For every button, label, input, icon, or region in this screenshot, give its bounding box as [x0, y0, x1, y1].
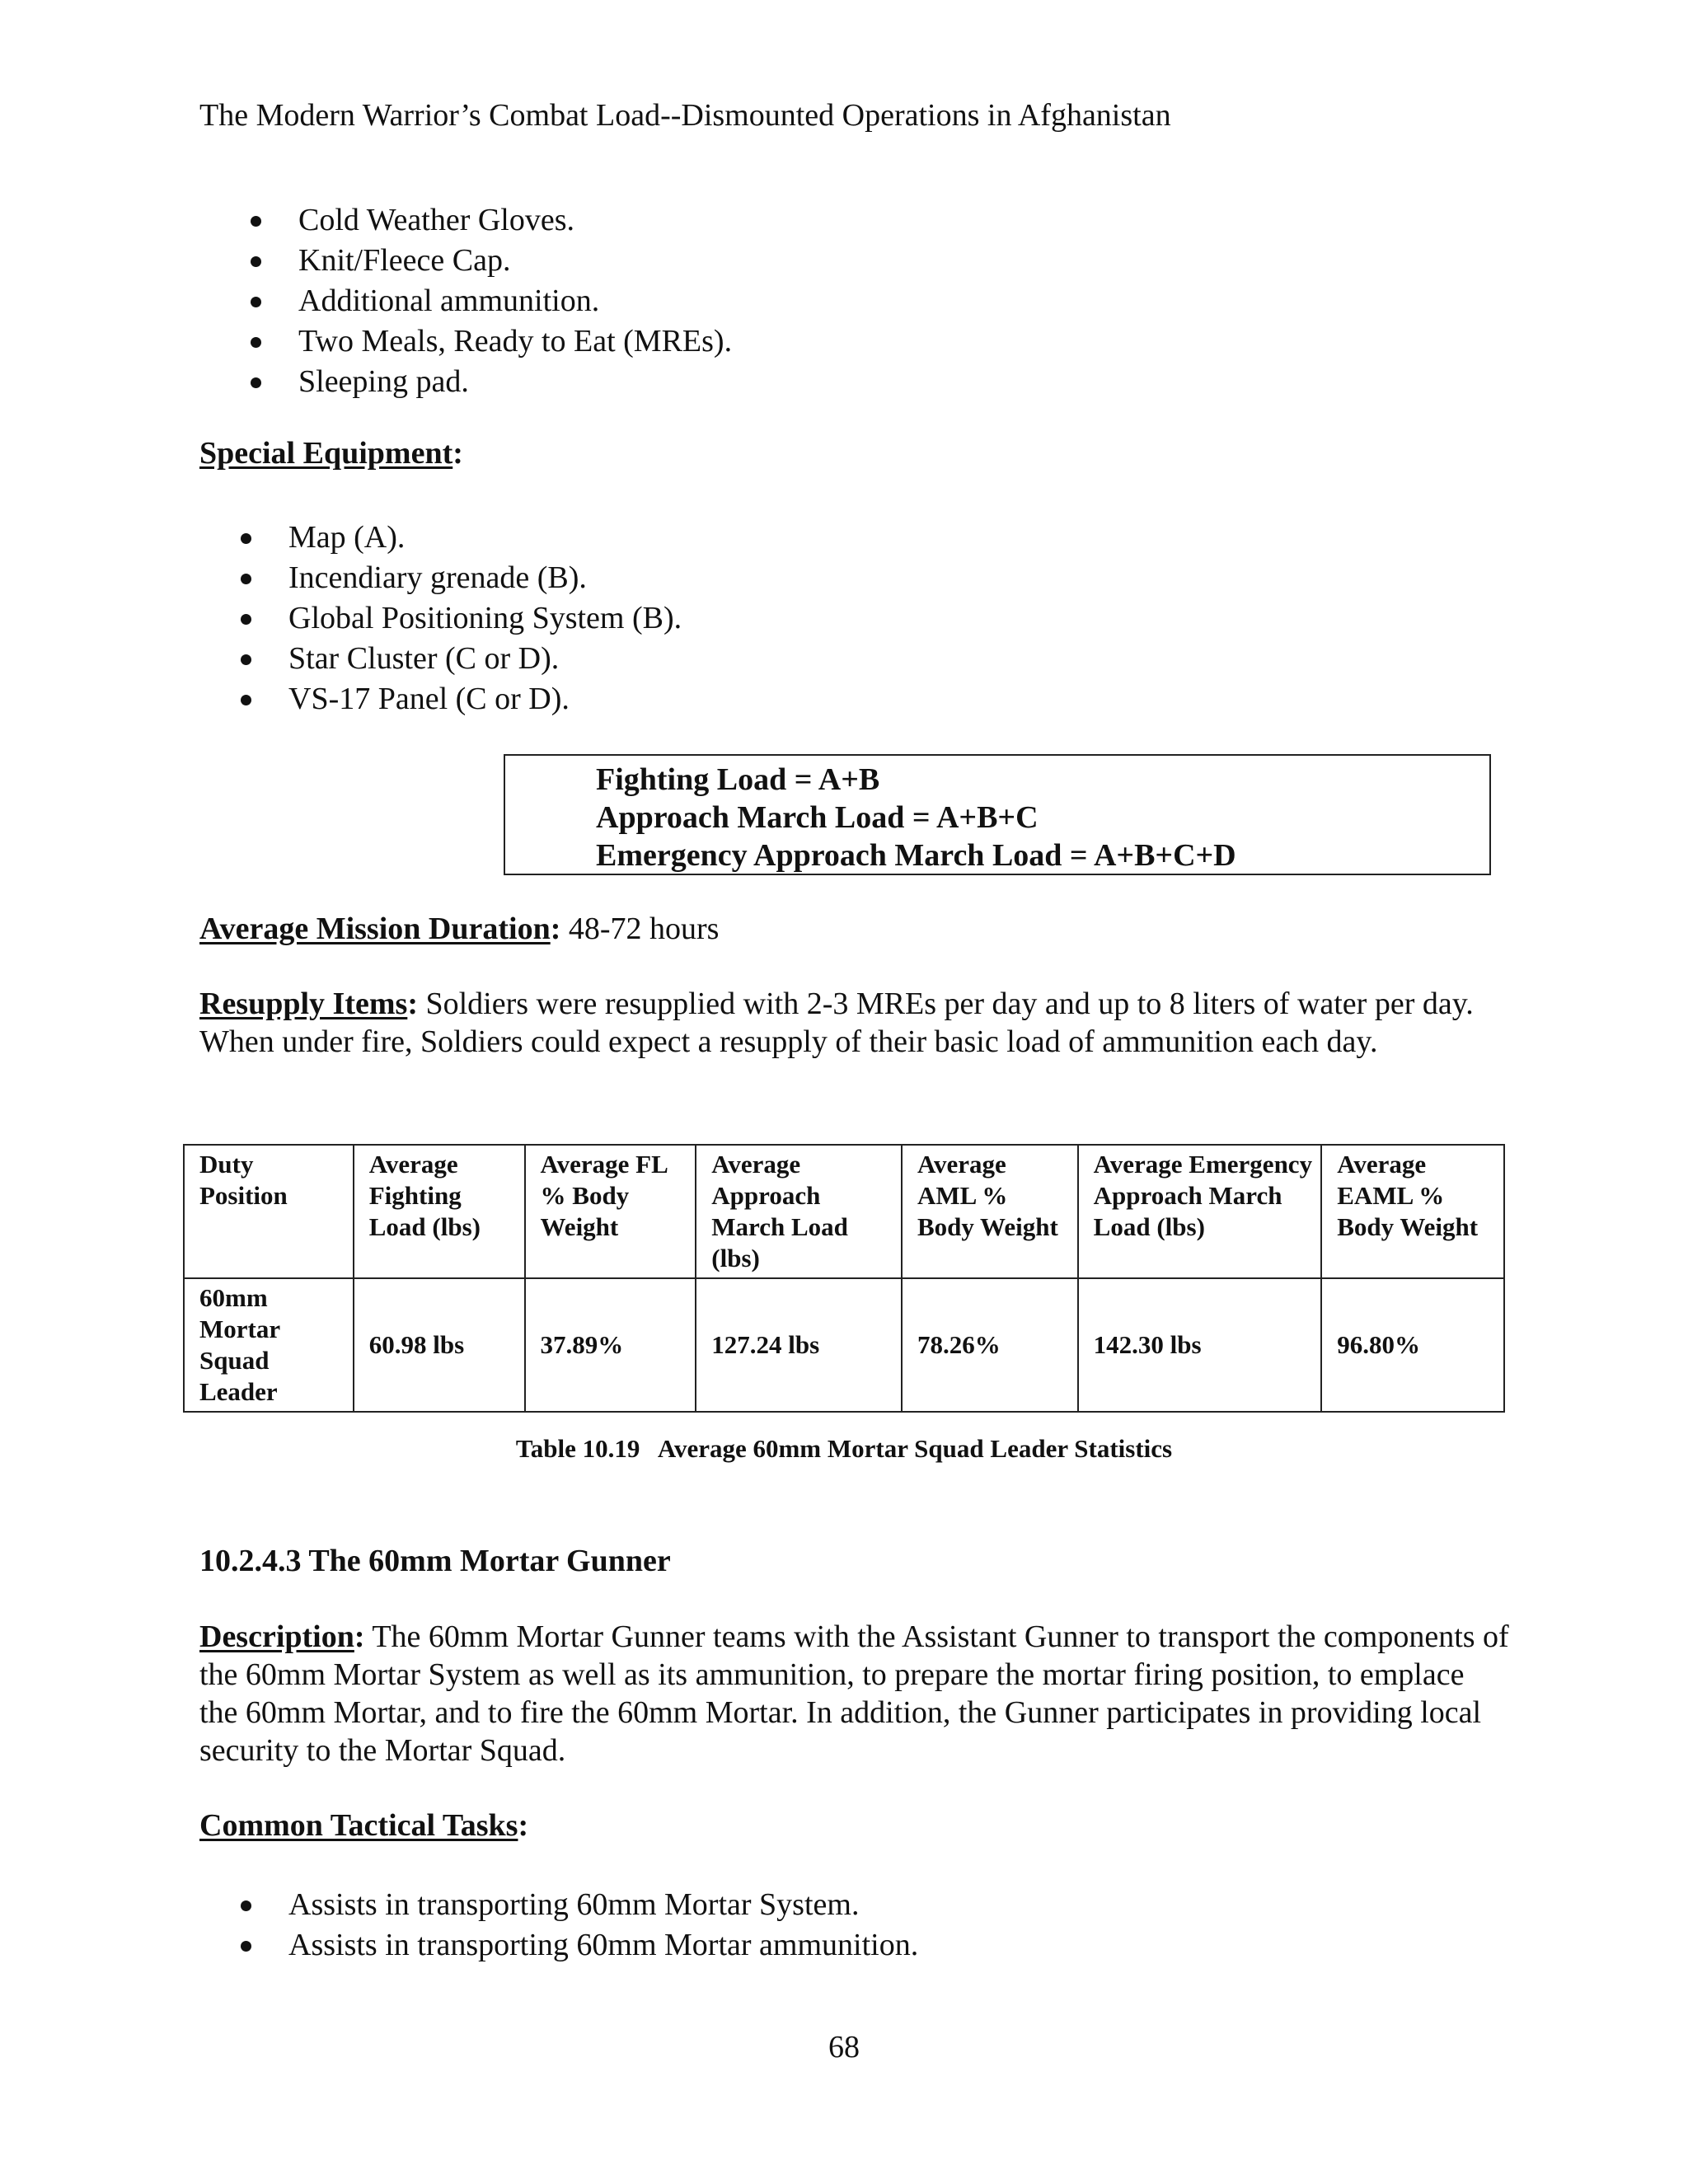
description-label: Description	[199, 1619, 354, 1654]
mission-duration-value: 48-72 hours	[560, 912, 720, 946]
formula-line: Emergency Approach March Load = A+B+C+D	[596, 838, 1236, 873]
table-row	[184, 1278, 1504, 1412]
list-item: Cold Weather Gloves.	[298, 200, 732, 241]
resupply-text: Soldiers were resupplied with 2-3 MREs per day and up to 8 liters of water per day. When under fire, Soldiers could expect a resupply of their basic load of ammunition each day.	[199, 987, 1474, 1059]
special-equipment-heading	[199, 435, 463, 473]
label-colon: :	[354, 1619, 365, 1654]
table-cell: 78.26%	[902, 1278, 1078, 1412]
description-paragraph	[199, 1618, 1510, 1769]
list-item: Incendiary grenade (B).	[288, 558, 682, 598]
table-header-row	[184, 1145, 1504, 1278]
list-item: Assists in transporting 60mm Mortar ammunition.	[288, 1925, 918, 1966]
list-item: Sleeping pad.	[298, 362, 732, 402]
list-item: Map (A).	[288, 518, 682, 558]
list-item: Global Positioning System (B).	[288, 598, 682, 639]
heading-colon: :	[452, 436, 463, 471]
table-cell: 127.24 lbs	[696, 1278, 902, 1412]
column-header: Duty Position	[184, 1145, 354, 1278]
column-header: Average Approach March Load (lbs)	[696, 1145, 902, 1278]
running-header: The Modern Warrior’s Combat Load--Dismounted Operations in Afghanistan	[199, 98, 1171, 133]
column-header: Average Fighting Load (lbs)	[354, 1145, 525, 1278]
column-header: Average FL % Body Weight	[525, 1145, 696, 1278]
section-heading: 10.2.4.3 The 60mm Mortar Gunner	[199, 1544, 671, 1578]
label-colon: :	[407, 987, 418, 1021]
common-tasks-heading	[199, 1807, 528, 1845]
list-item: Star Cluster (C or D).	[288, 639, 682, 679]
equipment-list	[298, 200, 732, 402]
formula-line: Fighting Load = A+B	[596, 762, 880, 797]
table-cell: 60mm Mortar Squad Leader	[184, 1278, 354, 1412]
list-item: Additional ammunition.	[298, 281, 732, 321]
list-item: Assists in transporting 60mm Mortar System.	[288, 1885, 918, 1925]
label-colon: :	[550, 912, 561, 946]
common-tasks-label: Common Tactical Tasks	[199, 1808, 518, 1843]
list-item: VS-17 Panel (C or D).	[288, 679, 682, 719]
formula-line: Approach March Load = A+B+C	[596, 800, 1039, 835]
description-text: The 60mm Mortar Gunner teams with the Assistant Gunner to transport the components of the 60mm Mortar System as well as its ammunition, to prepare the mortar firing position, to emplace the 60mm Mortar, and to fire the 60mm Mortar. In addition, the Gunner participates in providing local security to the Mortar Squad.	[199, 1619, 1509, 1768]
table-cell: 142.30 lbs	[1078, 1278, 1322, 1412]
resupply-paragraph	[199, 985, 1510, 1061]
resupply-label: Resupply Items	[199, 987, 408, 1021]
list-item: Two Meals, Ready to Eat (MREs).	[298, 321, 732, 362]
table-cell: 37.89%	[525, 1278, 696, 1412]
mission-duration-label: Average Mission Duration	[199, 912, 551, 946]
heading-colon: :	[518, 1808, 529, 1843]
list-item: Knit/Fleece Cap.	[298, 241, 732, 281]
column-header: Average EAML % Body Weight	[1321, 1145, 1504, 1278]
statistics-table	[183, 1144, 1505, 1413]
column-header: Average AML % Body Weight	[902, 1145, 1078, 1278]
special-equipment-label: Special Equipment	[199, 436, 453, 471]
column-header: Average Emergency Approach March Load (lbs)	[1078, 1145, 1322, 1278]
table-cell: 60.98 lbs	[354, 1278, 525, 1412]
load-formula-box	[504, 754, 1491, 875]
table-cell: 96.80%	[1321, 1278, 1504, 1412]
table-caption: Table 10.19 Average 60mm Mortar Squad Leader Statistics	[515, 1434, 1173, 1463]
mission-duration	[199, 911, 719, 949]
special-equipment-list	[288, 518, 682, 719]
common-tasks-list	[288, 1885, 918, 1966]
page-number: 68	[828, 2030, 860, 2064]
